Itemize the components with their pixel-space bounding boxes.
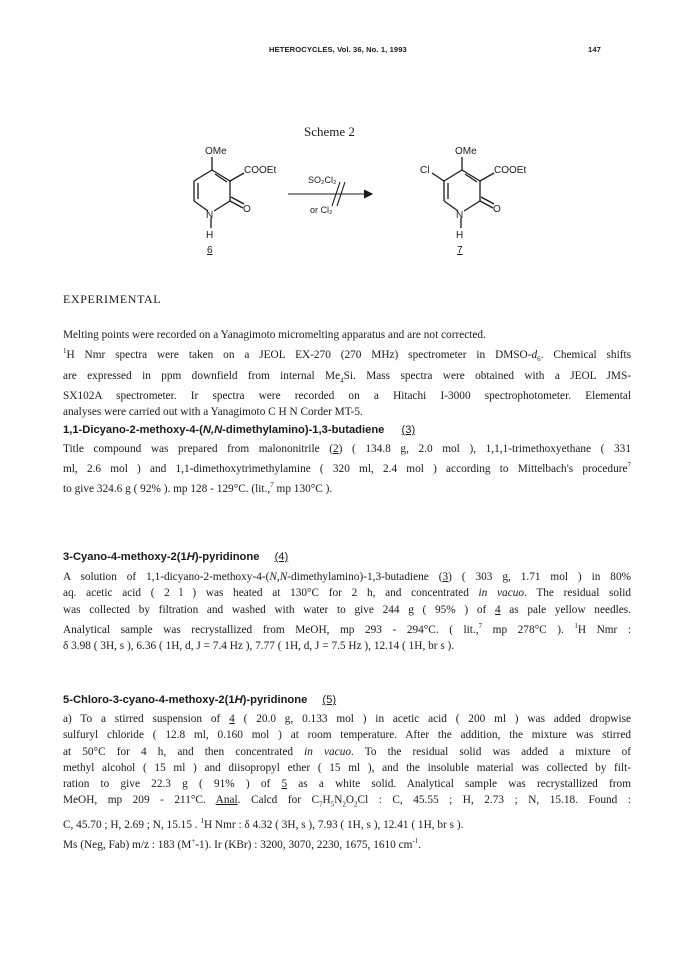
text-line: Melting points were recorded on a Yanagimoto micromelting apparatus and are not corrected. bbox=[63, 329, 486, 341]
text-line: methyl alcohol ( 15 ml ) and diisopropyl ether ( 15 ml ), and the insoluble material was collected by filt- bbox=[63, 761, 631, 774]
compound-label-7: 7 bbox=[457, 245, 463, 255]
compound-label-6: 6 bbox=[207, 245, 213, 255]
general-methods-paragraph bbox=[63, 327, 631, 421]
text-line: sulfuryl chloride ( 12.8 ml, 0.160 mol ) at room temperature. After the addition, the mixture was stirred bbox=[63, 729, 631, 742]
compound-4-heading: 3-Cyano-4-methoxy-2(1H)-pyridinone (4) bbox=[63, 551, 289, 563]
text-line: to give 324.6 g ( 92% ). mp 128 - 129°C. (lit.,$^7$ mp 130°C ). bbox=[63, 481, 333, 496]
text-line: at 50°C for 4 h, and then concentrated in vacuo. To the residual solid was added a mixture of bbox=[63, 745, 631, 758]
text-line: are expressed in ppm downfield from internal $Me_4Si$. Mass spectra were obtained with a JEOL JMS- bbox=[63, 369, 631, 384]
text-line: analyses were carried out with a Yanagimoto C H N Corder MT-5. bbox=[63, 406, 363, 419]
reaction-arrow bbox=[288, 182, 372, 206]
text-line: was collected by filtration and washed with water to give 244 g ( 95% ) of 4 as pale yellow needles. bbox=[63, 603, 631, 616]
page-number: 147 bbox=[588, 45, 601, 54]
nitrogen-label: N bbox=[456, 210, 464, 221]
text-line: Ms (Neg, Fab) m/z : 183 (M+-1). Ir (KBr) : 3200, 3070, 2230, 1675, 1610 $cm^{-1}$. bbox=[63, 837, 422, 851]
text-line: aq. acetic acid ( 2 l ) was heated at 130°C for 2 h, and concentrated in vacuo. The residual solid bbox=[63, 587, 632, 600]
text-line: C, 45.70 ; H, 2.69 ; N, 15.15 . $^1$H Nmr : δ 4.32 ( 3H, s ), 7.93 ( 1H, s ), 12.41 ( 1H, br s ). bbox=[63, 817, 464, 831]
text-line: Analytical sample was recrystallized from MeOH, mp 293 - 294°C. ( lit.,$^7$ mp 278°C ). $^1$H Nmr : bbox=[63, 621, 631, 636]
nh-hydrogen-label: H bbox=[206, 230, 214, 241]
compound-4-paragraph bbox=[63, 569, 631, 654]
compound-3-paragraph bbox=[63, 441, 631, 497]
scheme-title: Scheme 2 bbox=[304, 124, 355, 139]
compound-5-paragraph bbox=[63, 711, 631, 853]
ome-label: OMe bbox=[205, 146, 227, 157]
nitrogen-label: N bbox=[206, 210, 214, 221]
text-line: $^1$H Nmr spectra were taken on a JEOL EX-270 (270 MHz) spectrometer in DMSO-$d_6$. Chemical shifts bbox=[63, 347, 632, 364]
text-line: ration to give 22.3 g ( 91% ) of 5 as a white solid. Analytical sample was recrystallized from bbox=[63, 778, 631, 791]
compound-5-heading: 5-Chloro-3-cyano-4-methoxy-2(1H)-pyridinone (5) bbox=[63, 694, 337, 706]
running-header-journal: HETEROCYCLES, Vol. 36, No. 1, 1993 bbox=[269, 45, 407, 54]
ester-label: COOEt bbox=[244, 165, 277, 176]
chlorine-label: Cl bbox=[420, 165, 430, 176]
ome-label: OMe bbox=[455, 146, 477, 157]
reaction-scheme bbox=[160, 140, 540, 255]
reagent-so2cl2: SO₂Cl₂ bbox=[308, 175, 337, 185]
compound-6-structure bbox=[194, 157, 244, 228]
nh-hydrogen-label: H bbox=[456, 230, 464, 241]
compound-3-heading: 1,1-Dicyano-2-methoxy-4-(N,N-dimethylamino)-1,3-butadiene (3) bbox=[63, 424, 416, 436]
text-line: a) To a stirred suspension of 4 ( 20.0 g, 0.133 mol ) in acetic acid ( 200 ml ) was added dropwise bbox=[63, 713, 631, 725]
text-line: δ 3.98 ( 3H, s ), 6.36 ( 1H, d, J = 7.4 Hz ), 7.77 ( 1H, d, J = 7.5 Hz ), 12.14 ( 1H, br s ). bbox=[63, 639, 455, 652]
text-line: MeOH, mp 209 - 211°C. Anal. Calcd for $C_7H_5N_2O_2Cl$ : C, 45.55 ; H, 2.73 ; N, 15.18. Found : bbox=[63, 794, 631, 809]
text-line: ml, 2.6 mol ) and 1,1-dimethoxytrimethylamine ( 320 ml, 2.4 mol ) according to Mittelbach's procedure$^7$ bbox=[63, 461, 631, 476]
text-line: Title compound was prepared from malononitrile (2) ( 134.8 g, 2.0 mol ), 1,1,1-trimethoxyethane ( 331 bbox=[63, 443, 631, 455]
experimental-heading: EXPERIMENTAL bbox=[63, 292, 162, 306]
ester-label: COOEt bbox=[494, 165, 527, 176]
text-line: SX102A spectrometer. Ir spectra were recorded on a Hitachi I-3000 spectrophotometer. Elemental bbox=[63, 390, 631, 403]
text-line: A solution of 1,1-dicyano-2-methoxy-4-(N,N-dimethylamino)-1,3-butadiene (3) ( 303 g, 1.71 mol ) in 80% bbox=[63, 571, 632, 583]
reagent-cl2: or Cl₂ bbox=[310, 205, 333, 215]
carbonyl-o-label: O bbox=[243, 204, 251, 215]
carbonyl-o-label: O bbox=[493, 204, 501, 215]
